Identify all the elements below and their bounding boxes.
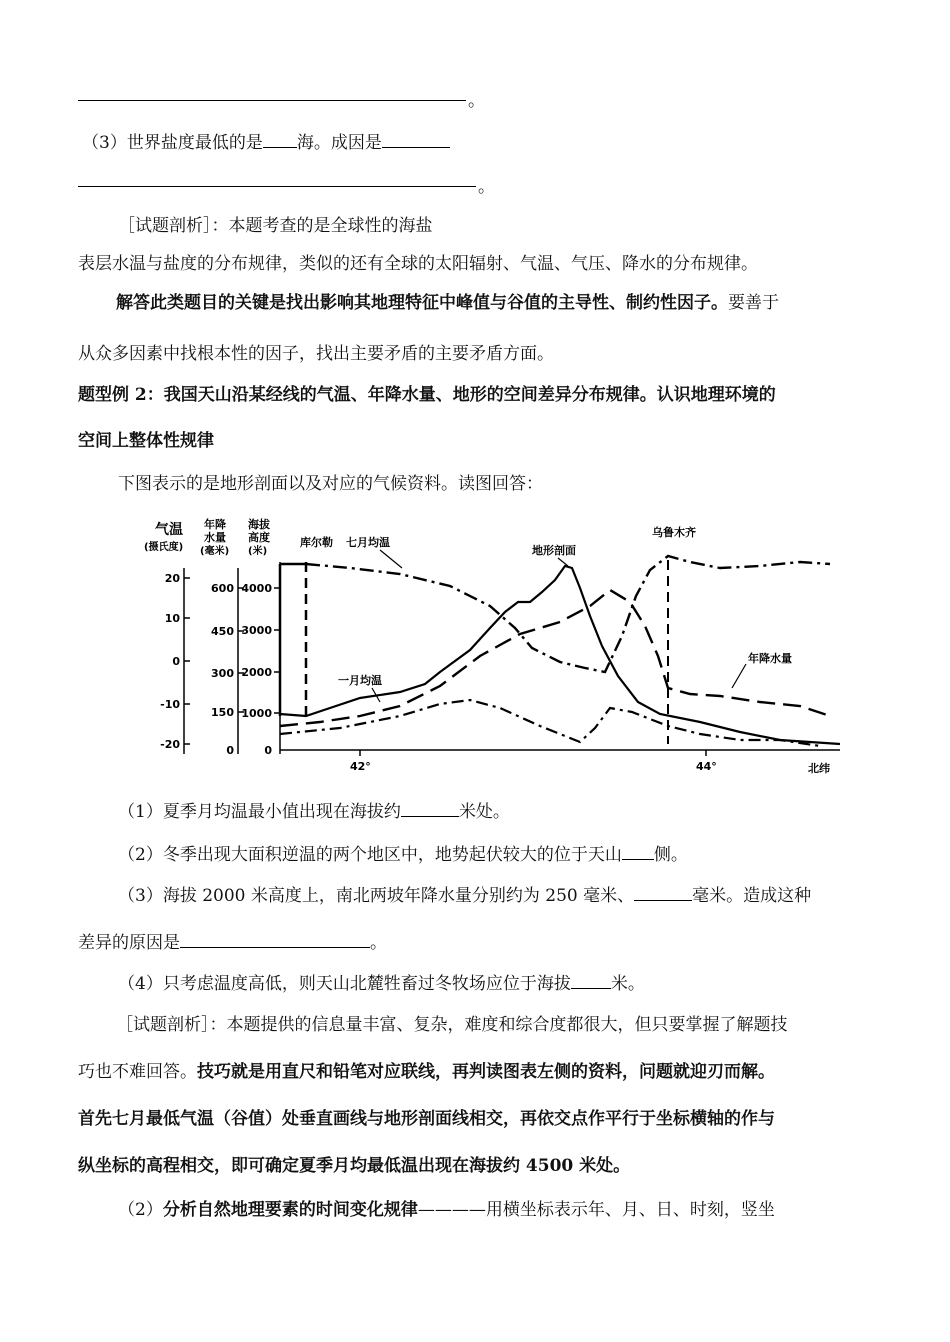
section-title: 分析自然地理要素的时间变化规律: [162, 1200, 418, 1220]
question-text: （3）海拔 2000 米高度上，南北两坡年降水量分别约为 250 毫米、: [118, 886, 635, 906]
answer-blank: [180, 931, 370, 948]
question-3-line: [82, 131, 450, 154]
analysis-line: [78, 1061, 775, 1083]
question-text: 米。: [610, 974, 645, 994]
label-korla: 库尔勒: [300, 536, 333, 549]
analysis-line: ［试题剖析］：本题提供的信息量丰富、复杂，难度和综合度都很大，但只要掌握了解题技: [116, 1015, 788, 1035]
question-text: 差异的原因是: [78, 933, 180, 953]
label-annual-precip: 年降水量: [748, 652, 792, 665]
question-text: 。: [370, 933, 387, 953]
precip-tick: 300: [211, 667, 234, 680]
key-point-text: 技巧就是用直尺和铅笔对应联线，再判读图表左侧的资料，问题就迎刃而解。: [197, 1062, 775, 1082]
question-1: [118, 800, 510, 823]
analysis-line: 纵坐标的高程相交，即可确定夏季月均最低温出现在海拔约 4500 米处。: [78, 1156, 631, 1176]
label-urumqi: 乌鲁木齐: [652, 526, 696, 539]
precip-tick: 450: [211, 625, 234, 638]
precip-axis-title: 水量: [204, 531, 226, 544]
paragraph-text: 要善于: [728, 293, 779, 313]
elev-tick: 4000: [241, 582, 272, 595]
question-text: 毫米。造成这种: [692, 886, 812, 906]
temp-tick: 20: [164, 572, 180, 585]
section-text: 用横坐标表示年、月、日、时刻，竖坐: [485, 1200, 775, 1220]
precip-tick: 150: [211, 706, 234, 719]
question-text: 海。成因是: [296, 133, 382, 153]
precip-tick: 600: [211, 582, 234, 595]
paragraph-line: 从众多因素中找根本性的因子，找出主要矛盾的主要矛盾方面。: [78, 344, 554, 364]
analysis-heading: ［试题剖析］：本题考查的是全球性的海盐: [118, 216, 433, 236]
temp-tick: 10: [164, 612, 180, 625]
jan-temp-line: [280, 700, 820, 746]
question-3-cont: [78, 931, 387, 954]
label-terrain-profile: 地形剖面: [532, 544, 576, 557]
elev-axis-title: 海拔: [248, 518, 270, 531]
elev-tick: 1000: [241, 707, 272, 720]
elev-axis-title: 高度: [248, 531, 270, 544]
question-text: 侧。: [653, 845, 688, 865]
line-end-mark: 。: [468, 91, 485, 111]
paragraph-line: [116, 292, 779, 314]
question-text: 米处。: [458, 802, 510, 822]
temp-tick: -10: [160, 698, 180, 711]
elev-tick: 3000: [241, 624, 272, 637]
elev-axis-unit: (米): [248, 546, 268, 557]
section-dash: ————: [417, 1200, 486, 1220]
section-heading-line: [118, 1199, 775, 1221]
precip-axis-unit: (毫米): [200, 546, 230, 557]
question-text: （4）只考虑温度高低，则天山北麓牲畜过冬牧场应位于海拔: [118, 974, 571, 994]
example-heading: 题型例 2：我国天山沿某经线的气温、年降水量、地形的空间差异分布规律。认识地理环境的: [78, 385, 776, 405]
answer-blank: [622, 843, 654, 860]
question-text: （1）夏季月均温最小值出现在海拔约: [118, 802, 401, 822]
paragraph-line: 表层水温与盐度的分布规律，类似的还有全球的太阳辐射、气温、气压、降水的分布规律。: [78, 254, 758, 274]
elev-tick: 0: [264, 744, 272, 757]
key-point-text: 解答此类题目的关键是找出影响其地理特征中峰值与谷值的主导性、制约性因子。: [116, 293, 728, 313]
label-july-temp: 七月均温: [346, 536, 390, 549]
question-3: [118, 884, 811, 907]
section-number: （2）: [118, 1200, 163, 1220]
temp-tick: -20: [160, 738, 180, 751]
terrain-climate-chart: [140, 516, 845, 784]
precip-axis-title: 年降: [204, 518, 226, 531]
temp-axis-unit: (摄氏度): [144, 542, 184, 553]
analysis-line: 首先七月最低气温（谷值）处垂直画线与地形剖面线相交，再依交点作平行于坐标横轴的作与: [78, 1109, 775, 1129]
answer-blank-line: [78, 100, 466, 101]
answer-blank-line: [78, 186, 476, 187]
answer-blank: [634, 884, 692, 901]
question-text: （2）冬季出现大面积逆温的两个地区中，地势起伏较大的位于天山: [118, 845, 622, 865]
answer-blank: [263, 131, 297, 148]
label-jan-temp: 一月均温: [338, 674, 382, 687]
answer-blank: [571, 972, 611, 989]
precip-tick: 0: [226, 744, 234, 757]
elev-tick: 2000: [241, 666, 272, 679]
answer-blank: [401, 800, 459, 817]
temp-axis-title: 气温: [155, 522, 183, 538]
example-heading-cont: 空间上整体性规律: [78, 431, 214, 451]
question-4: [118, 972, 645, 995]
line-end-mark: 。: [478, 177, 495, 197]
x-tick: 42°: [350, 760, 371, 773]
question-2: [118, 843, 688, 866]
terrain-climate-figure: [140, 516, 845, 784]
x-axis-label: 北纬: [808, 762, 830, 775]
x-tick: 44°: [696, 760, 717, 773]
analysis-text: 巧也不难回答。: [78, 1062, 197, 1082]
answer-blank: [382, 131, 450, 148]
question-text: （3）世界盐度最低的是: [82, 133, 263, 153]
temp-tick: 0: [172, 655, 180, 668]
figure-intro: 下图表示的是地形剖面以及对应的气候资料。读图回答：: [118, 474, 543, 494]
